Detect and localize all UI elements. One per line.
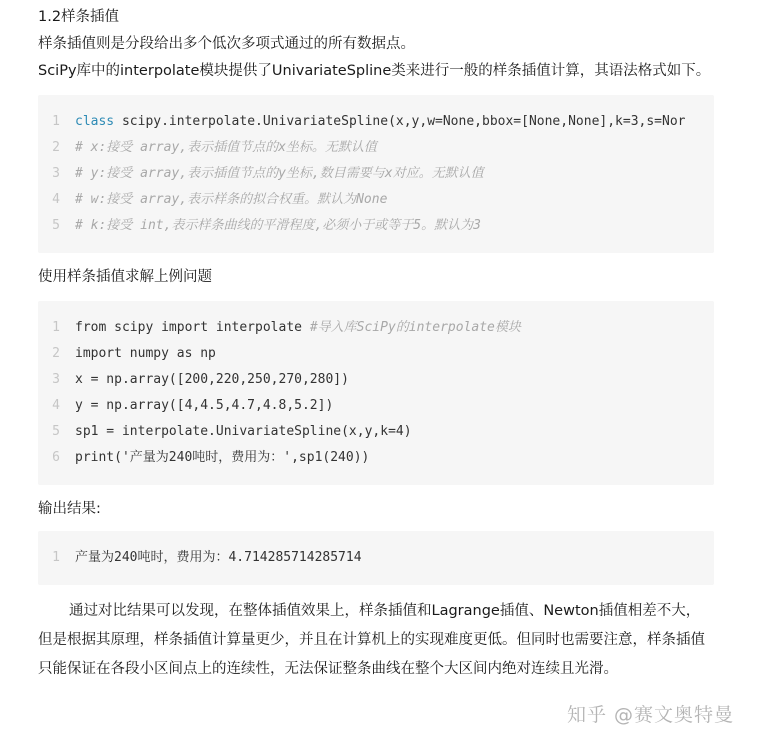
output-heading: 输出结果: (38, 501, 101, 517)
line-number: 1 (52, 550, 60, 565)
line-number: 4 (52, 398, 60, 413)
code-comment: # y:接受 array,表示插值节点的y坐标,数目需要与x对应。无默认值 (75, 166, 484, 181)
code-text: scipy.interpolate.UnivariateSpline(x,y,w=None,bbox=[None,None],k=3,s=Nor (114, 114, 686, 129)
line-number: 3 (52, 372, 60, 387)
line-number: 3 (52, 166, 60, 181)
code-comment: # w:接受 array,表示样条的拟合权重。默认为None (75, 192, 388, 207)
code-text: y = np.array([4,4.5,4.7,4.8,5.2]) (75, 398, 334, 413)
example-heading: 使用样条插值求解上例问题 (38, 269, 212, 285)
code-line (38, 445, 714, 471)
code-line (38, 341, 714, 367)
line-number: 1 (52, 114, 60, 129)
code-line (38, 419, 714, 445)
code-text: import numpy as np (75, 346, 216, 361)
code-line (38, 187, 714, 213)
line-number: 5 (52, 218, 60, 233)
code-line (38, 161, 714, 187)
code-text: from scipy import interpolate (75, 320, 310, 335)
code-comment: # k:接受 int,表示样条曲线的平滑程度,必须小于或等于5。默认为3 (75, 218, 481, 233)
line-number: 4 (52, 192, 60, 207)
code-keyword: class (75, 114, 115, 129)
code-line (38, 367, 714, 393)
code-comment: #导入库SciPy的interpolate模块 (309, 320, 521, 335)
section-title: 1.2样条插值 (38, 9, 120, 25)
syntax-code-block[interactable] (38, 95, 714, 253)
code-line (38, 135, 714, 161)
output-code-block[interactable] (38, 531, 714, 585)
code-line (38, 393, 714, 419)
code-line (38, 315, 714, 341)
intro-paragraph-2: SciPy库中的interpolate模块提供了UnivariateSpline类来进行一般的样条插值计算，其语法格式如下。 (38, 63, 711, 79)
code-line (38, 213, 714, 239)
line-number: 1 (52, 320, 60, 335)
line-number: 5 (52, 424, 60, 439)
code-text: 产量为240吨时，费用为：4.714285714285714 (75, 550, 362, 565)
line-number: 2 (52, 346, 60, 361)
intro-paragraph-1: 样条插值则是分段给出多个低次多项式通过的所有数据点。 (38, 36, 415, 52)
code-text: x = np.array([200,220,250,270,280]) (75, 372, 349, 387)
zhihu-watermark: 知乎 @赛文奥特曼 (567, 704, 735, 726)
code-comment: # x:接受 array,表示插值节点的x坐标。无默认值 (75, 140, 377, 155)
line-number: 6 (52, 450, 60, 465)
conclusion-paragraph: 通过对比结果可以发现，在整体插值效果上，样条插值和Lagrange插值、Newton插值相差不大，但是根据其原理，样条插值计算量更少，并且在计算机上的实现难度更低。但同时也需要注意，样条插值只能保证在各段小区间点上的连续性，无法保证整条曲线在整个大区间内绝对连续且光滑。 (38, 603, 705, 677)
code-line (38, 545, 714, 571)
line-number: 2 (52, 140, 60, 155)
example-code-block[interactable] (38, 301, 714, 485)
article (38, 0, 714, 684)
code-text: print('产量为240吨时，费用为：',sp1(240)) (75, 450, 370, 465)
code-line (38, 109, 714, 135)
code-text: sp1 = interpolate.UnivariateSpline(x,y,k=4) (75, 424, 412, 439)
